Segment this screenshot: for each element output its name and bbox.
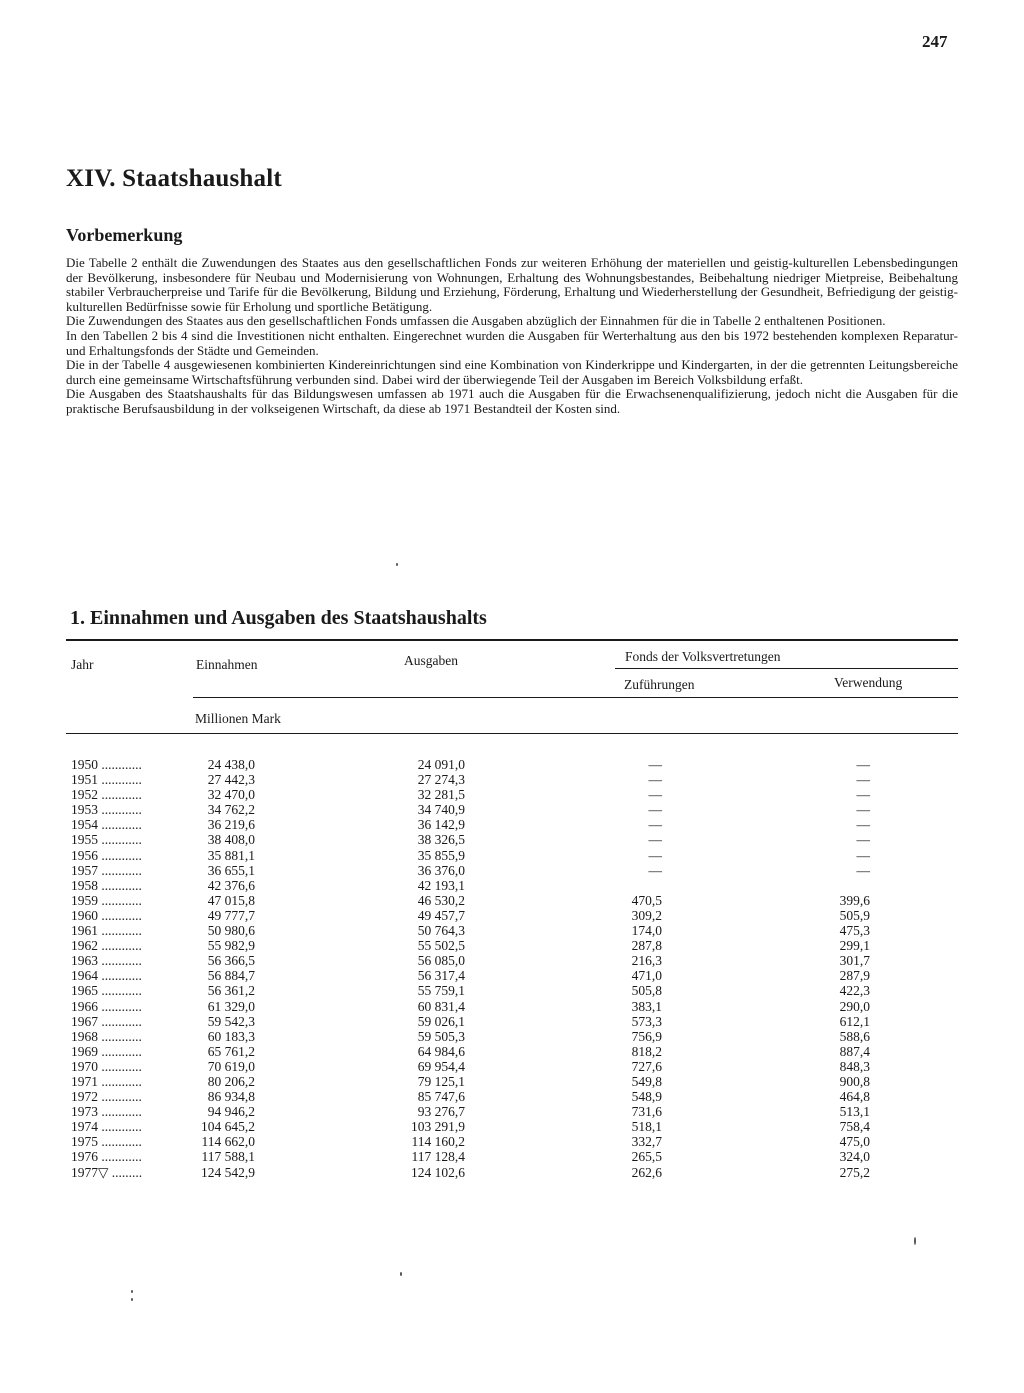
table-row xyxy=(0,802,1024,817)
cell-verwendung: 324,0 xyxy=(839,1149,870,1165)
page-number: 247 xyxy=(922,32,948,51)
chapter-title: XIV. Staatshaushalt xyxy=(66,165,282,192)
header-verwendung: Verwendung xyxy=(834,675,903,690)
cell-year: 1966 ............ xyxy=(71,998,142,1014)
cell-einnahmen: 35 881,1 xyxy=(207,847,255,863)
cell-year: 1969 ............ xyxy=(71,1043,142,1059)
cell-einnahmen: 36 655,1 xyxy=(207,862,255,878)
cell-zufuehrungen: 174,0 xyxy=(631,923,662,939)
table-row xyxy=(0,908,1024,923)
cell-zufuehrungen: 262,6 xyxy=(631,1164,662,1180)
header-zufuehrungen: Zuführungen xyxy=(624,677,695,692)
cell-zufuehrungen: 549,8 xyxy=(631,1073,662,1089)
cell-einnahmen: 47 015,8 xyxy=(207,892,255,908)
cell-year: 1953 ............ xyxy=(71,802,142,818)
cell-einnahmen: 117 588,1 xyxy=(201,1149,255,1165)
cell-einnahmen: 104 645,2 xyxy=(201,1119,255,1135)
cell-ausgaben: 49 457,7 xyxy=(417,907,465,923)
header-einnahmen: Einnahmen xyxy=(196,657,258,672)
cell-verwendung: 299,1 xyxy=(839,938,870,954)
table-title: 1. Einnahmen und Ausgaben des Staatshaushalts xyxy=(70,607,487,629)
table-row xyxy=(0,832,1024,847)
table-row xyxy=(0,863,1024,878)
cell-year: 1965 ............ xyxy=(71,983,142,999)
cell-ausgaben: 114 160,2 xyxy=(411,1134,465,1150)
cell-zufuehrungen: 287,8 xyxy=(631,938,662,954)
table-row xyxy=(0,923,1024,938)
unit-rule xyxy=(193,697,958,698)
cell-zufuehrungen: 818,2 xyxy=(631,1043,662,1059)
cell-year: 1959 ............ xyxy=(71,892,142,908)
note-paragraph: Die in der Tabelle 4 ausgewiesenen kombinierten Kindereinrichtungen sind eine Kombination von Kinderkrippe und Kindergarten, in der die getrennten Leitungsbereiche durch eine gemeinsame Wirtschaftsführung verbunden sind. Dabei wird der überwiegende Teil der Ausgaben im Bereich Volksbildung erfaßt. xyxy=(66,357,958,387)
cell-year: 1967 ............ xyxy=(71,1013,142,1029)
cell-ausgaben: 24 091,0 xyxy=(417,757,465,772)
table-row xyxy=(0,1059,1024,1074)
cell-verwendung: 287,9 xyxy=(839,968,870,984)
table-row xyxy=(0,1165,1024,1180)
cell-ausgaben: 85 747,6 xyxy=(417,1089,465,1105)
cell-ausgaben: 93 276,7 xyxy=(417,1104,465,1120)
cell-verwendung: — xyxy=(856,847,870,863)
cell-verwendung: — xyxy=(856,787,870,803)
cell-verwendung: 900,8 xyxy=(839,1073,870,1089)
cell-ausgaben: 42 193,1 xyxy=(417,877,465,893)
cell-year: 1954 ............ xyxy=(71,817,142,833)
cell-verwendung: 301,7 xyxy=(839,953,870,969)
cell-ausgaben: 56 085,0 xyxy=(417,953,465,969)
cell-year: 1976 ............ xyxy=(71,1149,142,1165)
cell-ausgaben: 60 831,4 xyxy=(417,998,465,1014)
cell-year: 1963 ............ xyxy=(71,953,142,969)
cell-verwendung: 275,2 xyxy=(839,1164,870,1180)
cell-year: 1970 ............ xyxy=(71,1058,142,1074)
cell-year: 1961 ............ xyxy=(71,923,142,939)
cell-verwendung: 475,3 xyxy=(839,923,870,939)
cell-year: 1958 ............ xyxy=(71,877,142,893)
table-row xyxy=(0,953,1024,968)
cell-einnahmen: 65 761,2 xyxy=(207,1043,255,1059)
table-row xyxy=(0,772,1024,787)
table-body xyxy=(0,757,1024,1180)
cell-einnahmen: 49 777,7 xyxy=(207,907,255,923)
cell-einnahmen: 56 361,2 xyxy=(207,983,255,999)
cell-verwendung: 887,4 xyxy=(839,1043,870,1059)
table-row xyxy=(0,999,1024,1014)
cell-ausgaben: 36 376,0 xyxy=(417,862,465,878)
cell-ausgaben: 36 142,9 xyxy=(417,817,465,833)
cell-zufuehrungen: 756,9 xyxy=(631,1028,662,1044)
cell-zufuehrungen: 548,9 xyxy=(631,1089,662,1105)
cell-verwendung: — xyxy=(856,817,870,833)
cell-ausgaben: 38 326,5 xyxy=(417,832,465,848)
table-row xyxy=(0,938,1024,953)
table-row xyxy=(0,817,1024,832)
preliminary-notes xyxy=(66,256,958,417)
cell-einnahmen: 61 329,0 xyxy=(207,998,255,1014)
cell-year: 1955 ............ xyxy=(71,832,142,848)
header-bottom-rule xyxy=(66,733,958,734)
cell-zufuehrungen: 309,2 xyxy=(631,907,662,923)
cell-year: 1957 ............ xyxy=(71,862,142,878)
cell-einnahmen: 60 183,3 xyxy=(207,1028,255,1044)
cell-einnahmen: 55 982,9 xyxy=(207,938,255,954)
cell-einnahmen: 27 442,3 xyxy=(207,772,255,788)
cell-verwendung: 290,0 xyxy=(839,998,870,1014)
table-row xyxy=(0,983,1024,998)
cell-einnahmen: 86 934,8 xyxy=(207,1089,255,1105)
section-title: Vorbemerkung xyxy=(66,225,183,245)
cell-year: 1977▽ ......... xyxy=(71,1164,143,1180)
cell-year: 1975 ............ xyxy=(71,1134,142,1150)
table-row xyxy=(0,848,1024,863)
cell-einnahmen: 50 980,6 xyxy=(207,923,255,939)
cell-ausgaben: 27 274,3 xyxy=(417,772,465,788)
table-row xyxy=(0,787,1024,802)
cell-verwendung: 399,6 xyxy=(839,892,870,908)
table-row xyxy=(0,1044,1024,1059)
cell-verwendung: — xyxy=(856,757,870,772)
header-unit: Millionen Mark xyxy=(195,711,281,726)
cell-zufuehrungen: — xyxy=(648,832,662,848)
table-row xyxy=(0,1119,1024,1134)
cell-einnahmen: 34 762,2 xyxy=(207,802,255,818)
cell-zufuehrungen: — xyxy=(648,847,662,863)
cell-year: 1964 ............ xyxy=(71,968,142,984)
cell-year: 1960 ............ xyxy=(71,907,142,923)
cell-verwendung: — xyxy=(856,832,870,848)
cell-verwendung: — xyxy=(856,862,870,878)
table-row xyxy=(0,1089,1024,1104)
cell-ausgaben: 124 102,6 xyxy=(411,1164,465,1180)
table-row xyxy=(0,878,1024,893)
cell-zufuehrungen: — xyxy=(648,772,662,788)
scan-mark xyxy=(914,1237,916,1245)
cell-verwendung: 475,0 xyxy=(839,1134,870,1150)
cell-ausgaben: 35 855,9 xyxy=(417,847,465,863)
table-row xyxy=(0,1134,1024,1149)
cell-year: 1951 ............ xyxy=(71,772,142,788)
cell-zufuehrungen: — xyxy=(648,802,662,818)
fonds-rule xyxy=(615,668,958,669)
note-paragraph: In den Tabellen 2 bis 4 sind die Investitionen nicht enthalten. Eingerechnet wurden die Ausgaben für Werterhaltung aus den bis 1972 bestehenden komplexen Reparatur- und Erhaltungsfonds der Städte und Gemeinden. xyxy=(66,327,958,358)
cell-verwendung: 758,4 xyxy=(839,1119,870,1135)
cell-ausgaben: 59 505,3 xyxy=(417,1028,465,1044)
cell-einnahmen: 80 206,2 xyxy=(207,1073,255,1089)
header-ausgaben: Ausgaben xyxy=(404,653,458,668)
cell-zufuehrungen: 216,3 xyxy=(631,953,662,969)
cell-zufuehrungen: 383,1 xyxy=(631,998,662,1014)
cell-zufuehrungen: 265,5 xyxy=(631,1149,662,1165)
table-row xyxy=(0,1104,1024,1119)
table-row xyxy=(0,1014,1024,1029)
cell-zufuehrungen: 332,7 xyxy=(631,1134,662,1150)
cell-zufuehrungen: 573,3 xyxy=(631,1013,662,1029)
cell-year: 1950 ............ xyxy=(71,757,142,772)
cell-ausgaben: 64 984,6 xyxy=(417,1043,465,1059)
cell-verwendung: 464,8 xyxy=(839,1089,870,1105)
cell-zufuehrungen: — xyxy=(648,862,662,878)
note-paragraph: Die Zuwendungen des Staates aus den gesellschaftlichen Fonds umfassen die Ausgaben abzüglich der Einnahmen für die in Tabelle 2 enthaltenen Positionen. xyxy=(66,313,886,329)
cell-verwendung: 612,1 xyxy=(839,1013,870,1029)
cell-einnahmen: 70 619,0 xyxy=(207,1058,255,1074)
cell-verwendung: — xyxy=(856,772,870,788)
cell-einnahmen: 38 408,0 xyxy=(207,832,255,848)
cell-year: 1973 ............ xyxy=(71,1104,142,1120)
table-row xyxy=(0,893,1024,908)
cell-zufuehrungen: — xyxy=(648,817,662,833)
cell-zufuehrungen: 470,5 xyxy=(631,892,662,908)
cell-zufuehrungen: 518,1 xyxy=(631,1119,662,1135)
table-row xyxy=(0,1029,1024,1044)
cell-year: 1956 ............ xyxy=(71,847,142,863)
cell-year: 1962 ............ xyxy=(71,938,142,954)
cell-ausgaben: 34 740,9 xyxy=(417,802,465,818)
cell-verwendung: 422,3 xyxy=(839,983,870,999)
scan-mark xyxy=(131,1298,133,1301)
cell-einnahmen: 56 884,7 xyxy=(207,968,255,984)
cell-ausgaben: 55 502,5 xyxy=(417,938,465,954)
cell-year: 1952 ............ xyxy=(71,787,142,803)
cell-ausgaben: 59 026,1 xyxy=(417,1013,465,1029)
cell-ausgaben: 103 291,9 xyxy=(411,1119,465,1135)
cell-verwendung: 588,6 xyxy=(839,1028,870,1044)
cell-year: 1974 ............ xyxy=(71,1119,142,1135)
cell-ausgaben: 32 281,5 xyxy=(417,787,465,803)
cell-ausgaben: 117 128,4 xyxy=(411,1149,465,1165)
cell-year: 1968 ............ xyxy=(71,1028,142,1044)
table-row xyxy=(0,1074,1024,1089)
scan-mark xyxy=(396,563,398,566)
cell-einnahmen: 36 219,6 xyxy=(207,817,255,833)
header-jahr: Jahr xyxy=(71,657,94,672)
cell-ausgaben: 79 125,1 xyxy=(417,1073,465,1089)
note-paragraph: Die Ausgaben des Staatshaushalts für das Bildungswesen umfassen ab 1971 auch die Ausgaben für die Erwachsenenqualifizierung, jedoch nicht die Ausgaben für die praktische Berufsausbildung in der volkseigenen Wirtschaft, da diese ab 1971 Bestandteil der Kosten sind. xyxy=(66,386,958,416)
cell-zufuehrungen: 505,8 xyxy=(631,983,662,999)
table-row xyxy=(0,1149,1024,1164)
note-paragraph: Die Tabelle 2 enthält die Zuwendungen des Staates aus den gesellschaftlichen Fonds zur weiteren Erhöhung der materiellen und geistig-kulturellen Lebensbedingungen der Bevölkerung, insbesondere für Neubau und Modernisierung von Wohnungen, Erhaltung des Wohnungsbestandes, Beibehaltung niedriger Mietpreise, Beibehaltung stabiler Verbraucherpreise und Tarife für die Bevölkerung, Bildung und Erziehung, Förderung, Erhaltung und Wiederherstellung der Gesundheit, Befriedigung der geistig-kulturellen Bedürfnisse sowie für Erholung und sportliche Betätigung. xyxy=(66,255,958,314)
cell-year: 1971 ............ xyxy=(71,1073,142,1089)
table-top-rule xyxy=(66,639,958,641)
cell-einnahmen: 94 946,2 xyxy=(207,1104,255,1120)
table-row xyxy=(0,968,1024,983)
cell-verwendung: 513,1 xyxy=(839,1104,870,1120)
cell-einnahmen: 56 366,5 xyxy=(207,953,255,969)
scan-mark xyxy=(400,1272,402,1276)
cell-zufuehrungen: 471,0 xyxy=(631,968,662,984)
cell-ausgaben: 56 317,4 xyxy=(417,968,465,984)
header-fonds: Fonds der Volksvertretungen xyxy=(625,649,781,664)
scan-mark xyxy=(131,1290,133,1293)
cell-einnahmen: 59 542,3 xyxy=(207,1013,255,1029)
cell-year: 1972 ............ xyxy=(71,1089,142,1105)
cell-zufuehrungen: — xyxy=(648,787,662,803)
cell-einnahmen: 114 662,0 xyxy=(201,1134,255,1150)
cell-einnahmen: 42 376,6 xyxy=(207,877,255,893)
cell-ausgaben: 46 530,2 xyxy=(417,892,465,908)
cell-einnahmen: 24 438,0 xyxy=(207,757,255,772)
cell-einnahmen: 32 470,0 xyxy=(207,787,255,803)
cell-zufuehrungen: — xyxy=(648,757,662,772)
cell-verwendung: — xyxy=(856,802,870,818)
cell-verwendung: 848,3 xyxy=(839,1058,870,1074)
cell-einnahmen: 124 542,9 xyxy=(201,1164,255,1180)
cell-zufuehrungen: 731,6 xyxy=(631,1104,662,1120)
cell-verwendung: 505,9 xyxy=(839,907,870,923)
cell-zufuehrungen: 727,6 xyxy=(631,1058,662,1074)
table-row xyxy=(0,757,1024,772)
cell-ausgaben: 50 764,3 xyxy=(417,923,465,939)
cell-ausgaben: 69 954,4 xyxy=(417,1058,465,1074)
cell-ausgaben: 55 759,1 xyxy=(417,983,465,999)
